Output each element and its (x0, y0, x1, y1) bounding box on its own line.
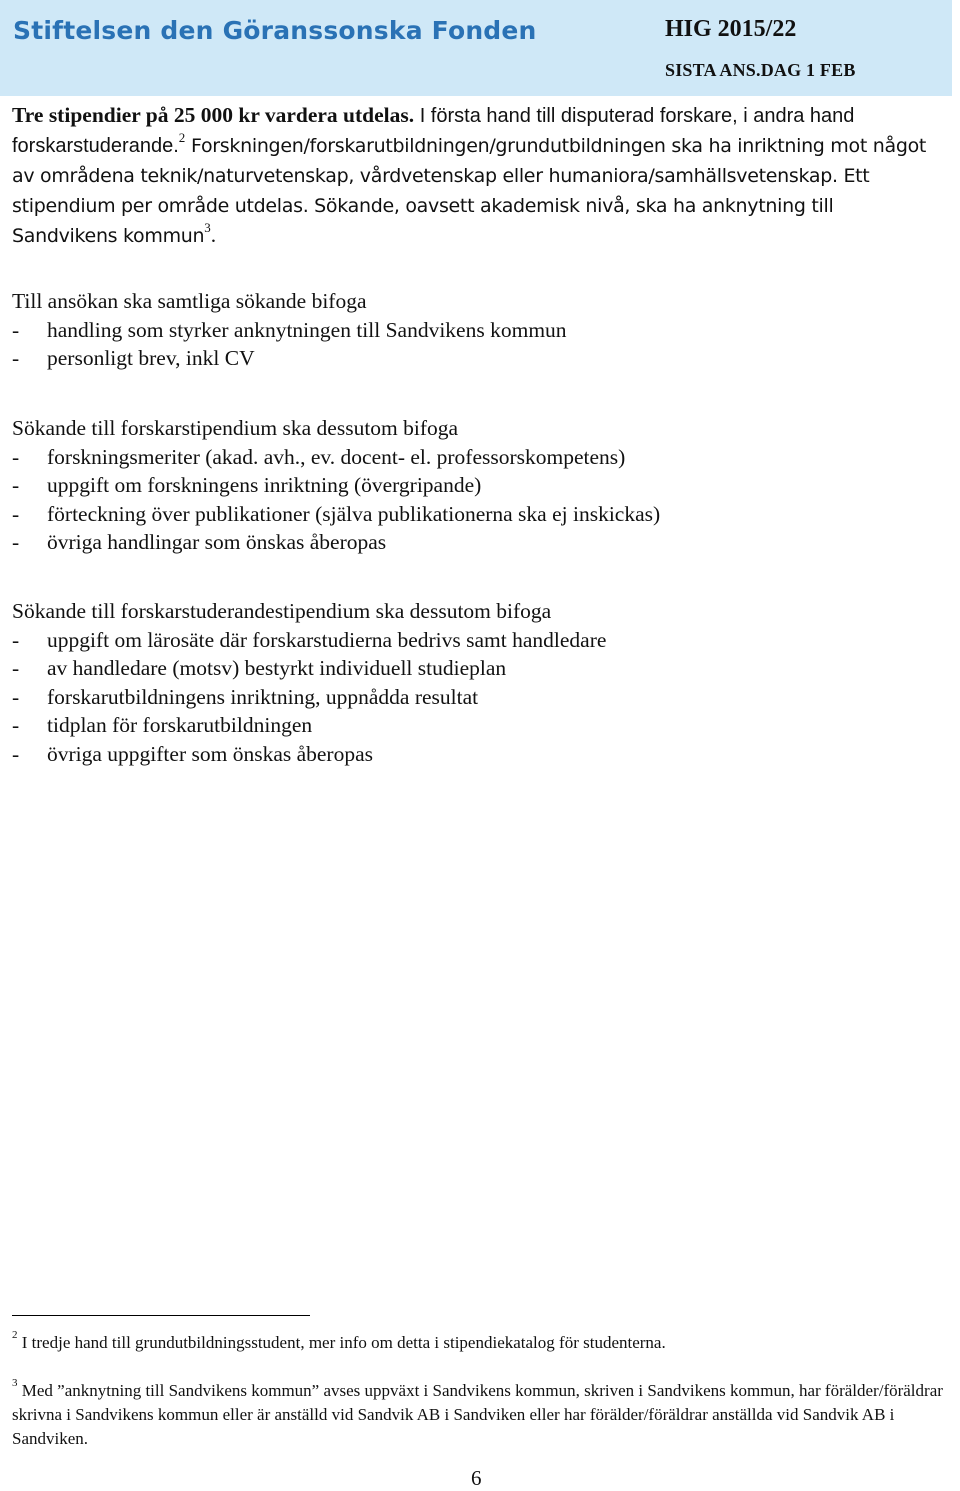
page-header (0, 0, 952, 96)
list-item: - handling som styrker anknytningen till Sandvikens kommun (12, 317, 567, 342)
list-item: - forskarutbildningens inriktning, uppnådda resultat (12, 684, 479, 709)
list-item: - förteckning över publikationer (själva publikationerna ska ej inskickas) (12, 501, 661, 526)
application-deadline: SISTA ANS.DAG 1 FEB (665, 60, 856, 80)
footnote-ref-2[interactable]: 2 (178, 129, 186, 145)
document-code: HIG 2015/22 (665, 16, 797, 42)
section-all-applicants (12, 287, 942, 373)
list-item: - uppgift om forskningens inriktning (övergripande) (12, 473, 482, 498)
list-item: - övriga uppgifter som önskas åberopas (12, 741, 374, 766)
intro-text-1: I första hand till disputerad forskare, i andra hand forskarstuderande. (12, 105, 855, 157)
intro-paragraph (12, 101, 942, 251)
intro-text-3: . (210, 223, 217, 247)
page-number: 6 (471, 1466, 482, 1490)
footnote-mark: 3 (12, 1377, 18, 1390)
footnote-text: I tredje hand till grundutbildningsstudent, mer info om detta i stipendiekatalog för studenterna. (17, 1333, 666, 1352)
list-item: - forskningsmeriter (akad. avh., ev. docent- el. professorskompetens) (12, 444, 626, 469)
footnote-mark: 2 (12, 1329, 18, 1342)
section-heading: Sökande till forskarstipendium ska dessutom bifoga (12, 416, 459, 440)
organization-name: Stiftelsen den Göranssonska Fonden (13, 16, 537, 45)
list-item: - övriga handlingar som önskas åberopas (12, 530, 387, 555)
footnote-text: Med ”anknytning till Sandvikens kommun” avses uppväxt i Sandvikens kommun, skriven i Sandvikens kommun, har förälder/föräldrar skrivna i Sandvikens kommun eller är anställd vid Sandvik AB i Sandviken eller har förälder/föräldrar anställda vid Sandvik AB i Sandviken. (12, 1381, 943, 1448)
section-heading: Sökande till forskarstuderandestipendium ska dessutom bifoga (12, 599, 552, 623)
list-item: - uppgift om lärosäte där forskarstudierna bedrivs samt handledare (12, 627, 607, 652)
intro-bold: Tre stipendier på 25 000 kr vardera utdelas. (12, 103, 415, 127)
list-item: - personligt brev, inkl CV (12, 346, 255, 371)
list-item: - av handledare (motsv) bestyrkt individuell studieplan (12, 656, 507, 681)
footnote-2 (12, 1331, 947, 1355)
footnote-separator (12, 1315, 310, 1316)
list-item: - tidplan för forskarutbildningen (12, 713, 313, 738)
section-researcher (12, 414, 942, 557)
section-student (12, 597, 942, 769)
footnote-3 (12, 1379, 947, 1451)
footnote-ref-3[interactable]: 3 (204, 219, 211, 235)
section-heading: Till ansökan ska samtliga sökande bifoga (12, 289, 367, 313)
intro-text-2: Forskningen/forskarutbildningen/grundutbildningen ska ha inriktning mot något av områdena teknik/naturvetenskap, vårdvetenskap eller humaniora/samhällsvetenskap. Ett stipendium per område utdelas. Sökande, oavsett akademisk nivå, ska ha anknytning till Sandvikens kommun (12, 135, 927, 247)
